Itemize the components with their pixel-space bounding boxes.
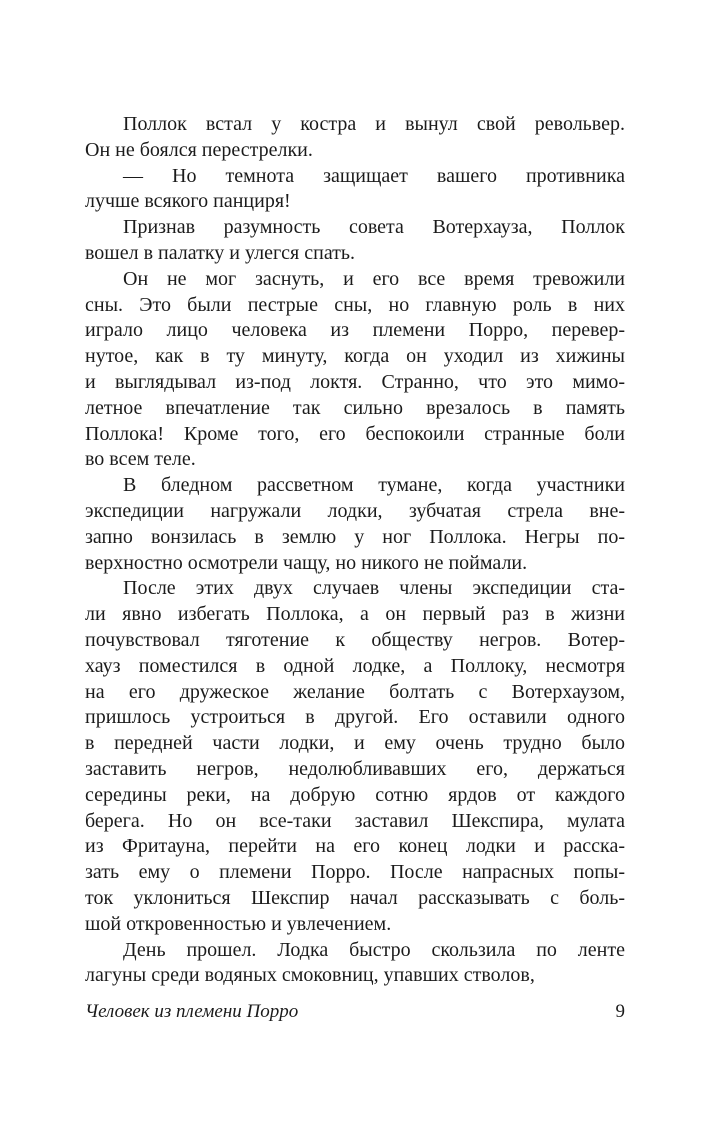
text-line: летное впечатление так сильно врезалось в память	[85, 396, 625, 419]
text-line: заставить негров, недолюбливавших его, держаться	[85, 757, 625, 780]
text-block	[85, 112, 625, 989]
text-line: ли явно избегать Поллока, а он первый раз в жизни	[85, 603, 625, 626]
text-line: берега. Но он все-таки заставил Шекспира, мулата	[85, 809, 625, 832]
text-line: — Но темнота защищает вашего противника	[123, 164, 625, 187]
text-line: середины реки, на добрую сотню ярдов от каждого	[85, 783, 625, 806]
text-line: лучше всякого панциря!	[85, 190, 291, 213]
text-line: вошел в палатку и улегся спать.	[85, 241, 356, 264]
running-title: Человек из племени Порро	[85, 1001, 299, 1022]
text-line: на его дружеское желание болтать с Вотерхаузом,	[85, 680, 625, 703]
text-line: шой откровенностью и увлечением.	[85, 912, 392, 935]
text-line: День прошел. Лодка быстро скользила по ленте	[123, 938, 625, 961]
text-line: зать ему о племени Порро. После напрасных попы-	[85, 861, 625, 884]
page-number: 9	[615, 1001, 625, 1022]
page-footer	[85, 1001, 625, 1023]
text-line: Он не боялся перестрелки.	[85, 138, 313, 161]
text-line: играло лицо человека из племени Порро, перевер-	[85, 319, 625, 342]
text-line: сны. Это были пестрые сны, но главную роль в них	[85, 293, 625, 316]
text-line: верхностно осмотрели чащу, но никого не поймали.	[85, 551, 528, 574]
text-line: из Фритауна, перейти на его конец лодки и расска-	[85, 835, 625, 858]
text-line: Признав разумность совета Вотерхауза, Поллок	[123, 216, 625, 239]
text-line: Он не мог заснуть, и его все время тревожили	[123, 267, 625, 290]
text-line: экспедиции нагружали лодки, зубчатая стрела вне-	[85, 499, 625, 522]
text-line: почувствовал тяготение к обществу негров. Вотер-	[85, 628, 625, 651]
text-line: ток уклониться Шекспир начал рассказывать с боль-	[85, 886, 625, 909]
text-line: хауз поместился в одной лодке, а Поллоку, несмотря	[85, 654, 625, 677]
text-line: пришлось устроиться в другой. Его оставили одного	[85, 706, 625, 729]
text-line: и выглядывал из-под локтя. Странно, что это мимо-	[85, 370, 625, 393]
text-line: в передней части лодки, и ему очень трудно было	[85, 732, 625, 755]
text-line: запно вонзилась в землю у ног Поллока. Негры по-	[85, 525, 625, 548]
text-line: во всем теле.	[85, 448, 196, 471]
text-line: В бледном рассветном тумане, когда участники	[123, 474, 625, 497]
text-line: лагуны среди водяных смоковниц, упавших стволов,	[85, 964, 535, 987]
text-line: После этих двух случаев члены экспедиции ста-	[123, 577, 625, 600]
text-line: Поллока! Кроме того, его беспокоили странные боли	[85, 422, 625, 445]
text-line: нутое, как в ту минуту, когда он уходил из хижины	[85, 345, 625, 368]
text-line: Поллок встал у костра и вынул свой револьвер.	[123, 113, 625, 135]
